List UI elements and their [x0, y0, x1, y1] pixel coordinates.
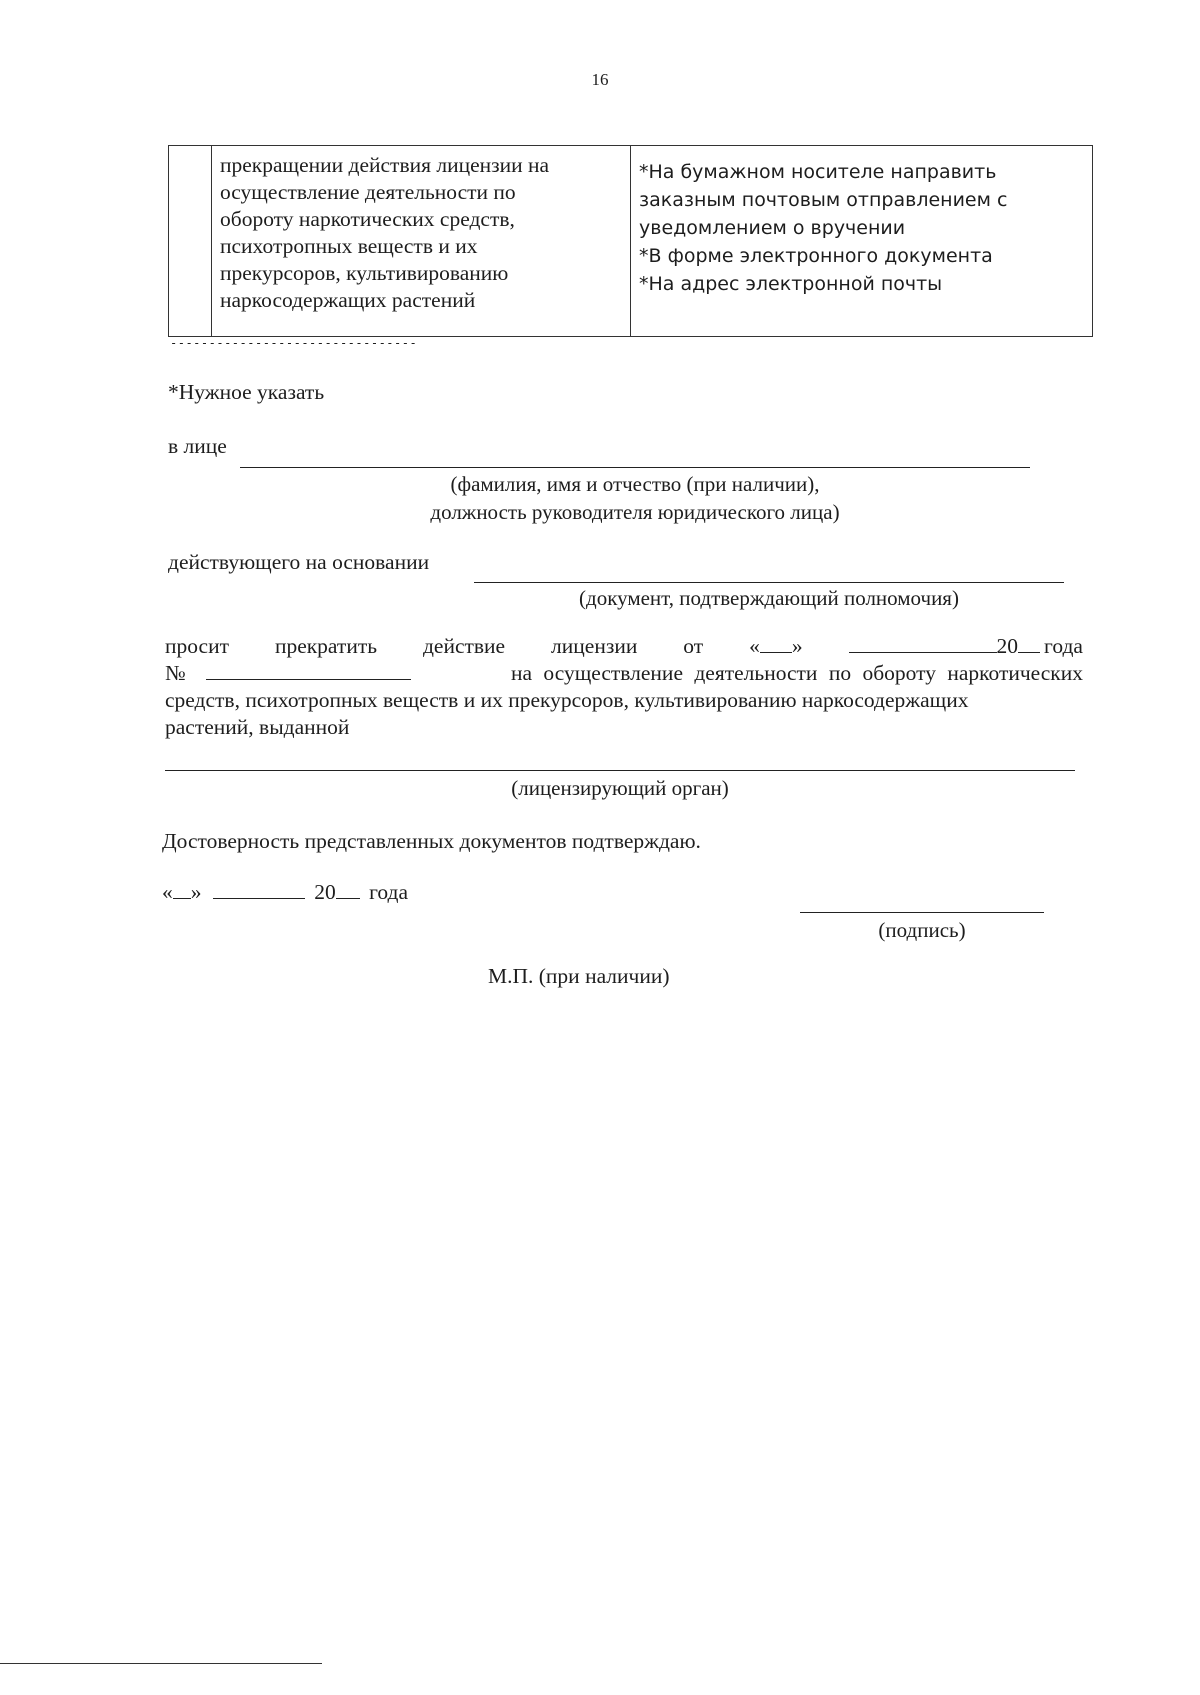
basis-input-line[interactable]	[474, 582, 1064, 583]
date-year-word: года	[369, 880, 409, 904]
date-month-field[interactable]	[213, 880, 305, 899]
representative-hint-2: должность руководителя юридического лица)	[430, 500, 840, 524]
certification-text: Достоверность представленных документов подтверждаю.	[162, 829, 701, 853]
basis-hint: (документ, подтверждающий полномочия)	[579, 586, 959, 610]
license-month-field[interactable]	[849, 634, 997, 653]
subject-line: осуществление деятельности по	[220, 180, 516, 204]
request-paragraph	[165, 633, 1083, 741]
authority-hint: (лицензирующий орган)	[511, 776, 729, 800]
license-day-field[interactable]	[760, 634, 792, 653]
representative-input-line[interactable]	[240, 467, 1030, 468]
table-row	[169, 146, 1093, 337]
delivery-method-cell	[631, 146, 1093, 337]
delivery-line: *На бумажном носителе направить	[639, 161, 997, 183]
delivery-line: *На адрес электронной почты	[639, 273, 943, 295]
request-text-3: средств, психотропных веществ и их прекурсоров, культивированию наркосодержащих	[165, 688, 969, 712]
representative-label: в лице	[168, 434, 227, 458]
close-quote: »	[791, 634, 803, 658]
subject-cell	[212, 146, 631, 337]
basis-label: действующего на основании	[168, 550, 430, 574]
date-year-prefix: 20	[314, 880, 336, 904]
license-year-field[interactable]	[1018, 634, 1040, 653]
license-day	[749, 633, 803, 660]
request-row-1	[165, 633, 1083, 660]
footer-rule	[0, 1663, 322, 1664]
application-table	[168, 145, 1093, 337]
subject-line: обороту наркотических средств,	[220, 207, 515, 231]
request-word: лицензии	[551, 634, 638, 658]
authority-input-line[interactable]	[165, 770, 1075, 771]
date-year-field[interactable]	[336, 880, 360, 899]
subject-line: наркосодержащих растений	[220, 288, 476, 312]
number-cell	[169, 146, 212, 337]
request-row-4	[165, 714, 1083, 741]
seal-note: М.П. (при наличии)	[488, 964, 670, 988]
signature-line[interactable]	[800, 912, 1044, 913]
footnote: *Нужное указать	[168, 380, 325, 404]
date-close-quote: »	[190, 880, 202, 904]
date-field	[162, 880, 408, 905]
request-word: от	[683, 634, 704, 658]
year-prefix: 20	[996, 634, 1019, 658]
signature-hint: (подпись)	[878, 918, 966, 942]
representative-hint-1: (фамилия, имя и отчество (при наличии),	[450, 472, 820, 496]
license-month-year	[849, 633, 1083, 660]
request-row-2	[165, 660, 1083, 687]
date-day-field[interactable]	[173, 880, 191, 899]
request-text-2: на осуществление деятельности по обороту наркотических	[511, 661, 1083, 685]
delivery-line: *В форме электронного документа	[639, 245, 993, 267]
subject-line: прекращении действия лицензии на	[220, 153, 550, 177]
dashed-separator: --------------------------------	[170, 336, 418, 350]
request-word: действие	[422, 634, 506, 658]
subject-line: психотропных веществ и их	[220, 234, 478, 258]
request-row-3	[165, 687, 1083, 714]
request-word: прекратить	[274, 634, 378, 658]
number-sign: №	[165, 661, 186, 685]
open-quote: «	[749, 634, 760, 658]
delivery-line: уведомлением о вручении	[639, 217, 906, 239]
license-number	[165, 660, 411, 687]
page-number: 16	[591, 70, 609, 89]
year-word: года	[1044, 634, 1083, 658]
subject-line: прекурсоров, культивированию	[220, 261, 509, 285]
request-word: просит	[165, 634, 229, 658]
date-open-quote: «	[162, 880, 173, 904]
license-number-field[interactable]	[206, 661, 411, 680]
delivery-line: заказным почтовым отправлением с	[639, 189, 1008, 211]
request-text-4: растений, выданной	[165, 715, 350, 739]
